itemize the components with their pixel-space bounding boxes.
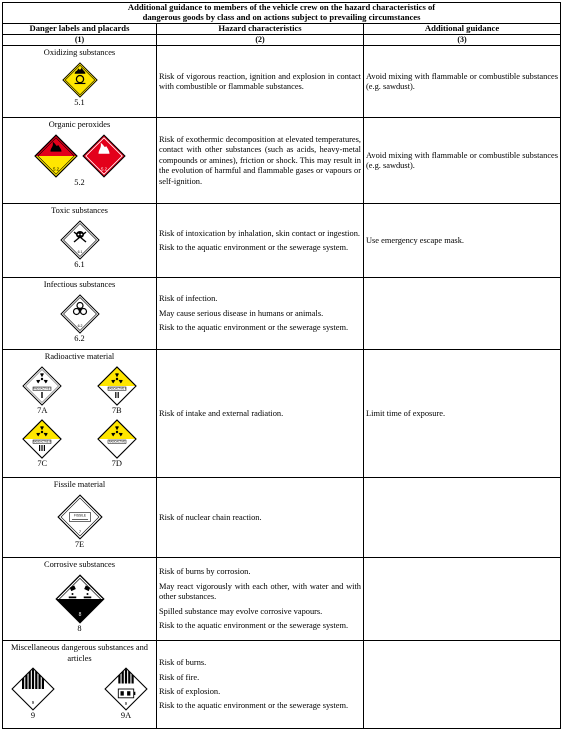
guidance-cell xyxy=(364,204,561,278)
danger-label-cell xyxy=(3,350,157,478)
class-number: 7D xyxy=(111,459,122,469)
label-name: Organic peroxides xyxy=(48,120,111,130)
hazard-cell xyxy=(157,558,364,641)
hazard-text: Risk of burns by corrosion. xyxy=(159,567,251,577)
hazard-text: Risk to the aquatic environment or the sewerage system. xyxy=(159,701,349,711)
placard-text: FISSILE xyxy=(73,513,86,518)
placard-text: RADIOACTIVE I xyxy=(33,387,52,391)
guidance-cell xyxy=(364,478,561,558)
guidance-text: Avoid mixing with flammable or combustible substances (e.g. sawdust). xyxy=(366,71,559,91)
column-number-2: (2) xyxy=(157,35,364,46)
corrosive-placard xyxy=(55,574,105,624)
infectious-placard xyxy=(60,294,100,334)
radioactive-7d-placard xyxy=(97,419,137,459)
class-number: 5.2 xyxy=(74,177,85,187)
organic-peroxide-placard-b xyxy=(82,134,126,178)
table-row-fissile xyxy=(3,478,561,558)
danger-label-cell xyxy=(3,46,157,118)
placard-class-text: 5.2 xyxy=(100,166,107,172)
placard-class-text: 9 xyxy=(31,700,35,706)
hazard-text: Spilled substance may evolve corrosive vapours. xyxy=(159,606,323,616)
class-number: 7B xyxy=(111,405,122,415)
class-number: 5.1 xyxy=(74,97,85,107)
column-header-hazards: Hazard characteristics xyxy=(157,24,364,35)
hazard-text: Risk of infection. xyxy=(159,294,218,304)
table-row-infectious xyxy=(3,278,561,350)
hazard-cell xyxy=(157,118,364,204)
hazard-text: Risk of vigorous reaction, ignition and explosion in contact with combustible or flammable substances. xyxy=(159,71,361,91)
label-name: Fissile material xyxy=(53,480,106,490)
organic-peroxide-placard-a xyxy=(34,134,78,178)
title-line-1: Additional guidance to members of the vehicle crew on the hazard characteristics of xyxy=(127,2,436,13)
guidance-cell xyxy=(364,558,561,641)
guidance-text: Avoid mixing with flammable or combustible substances (e.g. sawdust). xyxy=(366,150,559,170)
hazard-text: Risk of nuclear chain reaction. xyxy=(159,512,262,522)
guidance-table xyxy=(2,2,561,729)
guidance-text: Use emergency escape mask. xyxy=(366,235,464,245)
danger-label-cell xyxy=(3,278,157,350)
class-number: 9 xyxy=(30,711,36,721)
label-name: Corrosive substances xyxy=(44,560,115,570)
toxic-placard xyxy=(60,220,100,260)
class-number: 7C xyxy=(37,459,48,469)
class-number: 8 xyxy=(77,623,82,633)
oxidizer-placard xyxy=(62,62,98,98)
class-number: 6.2 xyxy=(74,333,85,343)
fissile-placard xyxy=(57,494,103,540)
hazard-text: Risk of burns. xyxy=(159,658,207,668)
column-header-labels: Danger labels and placards xyxy=(3,24,157,35)
hazard-text: Risk of explosion. xyxy=(159,686,221,696)
placard-text: RADIOACTIVE xyxy=(108,440,125,444)
class-number: 6.1 xyxy=(74,259,85,269)
hazard-text: Risk to the aquatic environment or the sewerage system. xyxy=(159,242,349,252)
placard-class-text: 5.2 xyxy=(52,166,59,172)
miscellaneous-placard-9 xyxy=(11,667,55,711)
guidance-cell xyxy=(364,46,561,118)
label-name: Infectious substances xyxy=(43,280,116,290)
radioactive-7c-placard xyxy=(22,419,62,459)
table-row-peroxides xyxy=(3,118,561,204)
guidance-cell xyxy=(364,350,561,478)
hazard-text: May cause serious disease in humans or animals. xyxy=(159,308,324,318)
hazard-text: Risk to the aquatic environment or the sewerage system. xyxy=(159,621,349,631)
class-number: 7A xyxy=(37,405,48,415)
radioactive-7b-placard xyxy=(97,366,137,406)
class-number: 7E xyxy=(74,539,85,549)
table-row-radioactive xyxy=(3,350,561,478)
danger-label-cell xyxy=(3,641,157,729)
hazard-text: Risk of intake and external radiation. xyxy=(159,408,284,418)
radioactive-7a-placard xyxy=(22,366,62,406)
column-header-guidance: Additional guidance xyxy=(364,24,561,35)
hazard-text: Risk of exothermic decomposition at elevated temperatures, contact with other substances (such as acids, heavy-metal compounds or amines), friction or shock. This may result in the evolution of harmful and flammable gases or vapours or self-ignition. xyxy=(159,134,361,186)
label-name: Oxidizing substances xyxy=(43,48,116,58)
label-name: Miscellaneous dangerous substances and articles xyxy=(11,643,148,663)
lithium-battery-icon xyxy=(118,689,135,698)
hazard-cell xyxy=(157,278,364,350)
column-number-1: (1) xyxy=(3,35,157,46)
danger-label-cell xyxy=(3,204,157,278)
miscellaneous-placard-9a xyxy=(104,667,148,711)
danger-label-cell xyxy=(3,118,157,204)
danger-label-cell xyxy=(3,478,157,558)
hazard-cell xyxy=(157,204,364,278)
hazard-text: May react vigorously with each other, with water and with other substances. xyxy=(159,581,361,602)
placard-class-text: 6.1 xyxy=(77,249,82,254)
guidance-cell xyxy=(364,641,561,729)
title-line-2: dangerous goods by class and on actions subject to prevailing circumstances xyxy=(142,12,421,22)
class-number: 9A xyxy=(120,711,132,721)
column-number-3: (3) xyxy=(364,35,561,46)
label-name: Radioactive material xyxy=(44,352,115,362)
placard-text: RADIOACTIVE II xyxy=(107,387,126,391)
label-name: Toxic substances xyxy=(51,206,108,216)
table-row-corrosive xyxy=(3,558,561,641)
hazard-cell xyxy=(157,350,364,478)
hazard-text: Risk to the aquatic environment or the sewerage system. xyxy=(159,323,349,333)
placard-class-text: 8 xyxy=(78,611,81,618)
guidance-text: Limit time of exposure. xyxy=(366,408,446,418)
placard-class-text: 7 xyxy=(78,528,81,534)
table-row-oxidizing xyxy=(3,46,561,118)
guidance-cell xyxy=(364,278,561,350)
table-title xyxy=(3,3,561,24)
hazard-cell xyxy=(157,478,364,558)
placard-class-text: 9 xyxy=(124,701,128,707)
hazard-text: Risk of intoxication by inhalation, skin contact or ingestion. xyxy=(159,228,360,238)
hazard-text: Risk of fire. xyxy=(159,672,200,682)
table-row-toxic xyxy=(3,204,561,278)
placard-text: RADIOACTIVE III xyxy=(33,441,52,444)
placard-class-text: 6.2 xyxy=(77,323,82,328)
danger-label-cell xyxy=(3,558,157,641)
table-row-miscellaneous xyxy=(3,641,561,729)
hazard-cell xyxy=(157,641,364,729)
guidance-cell xyxy=(364,118,561,204)
hazard-cell xyxy=(157,46,364,118)
